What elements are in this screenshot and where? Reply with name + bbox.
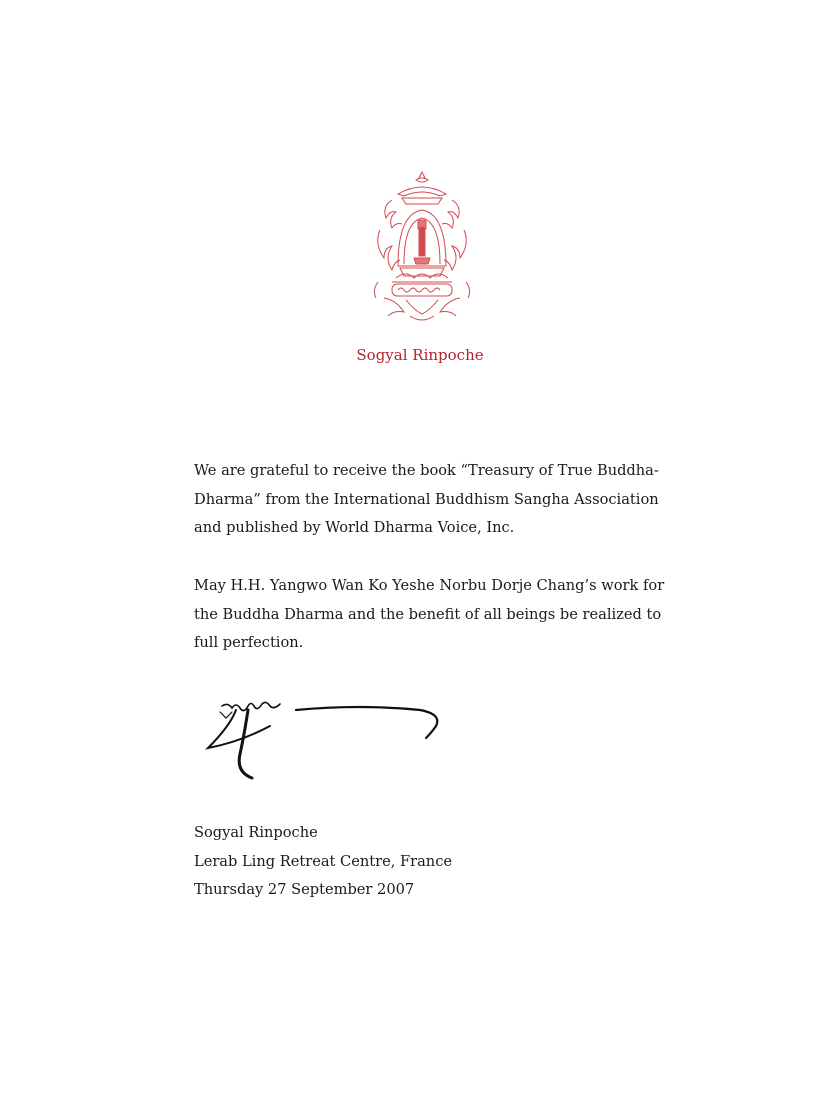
letter-paragraph-1: We are grateful to receive the book “Treasury of True Buddha-Dharma” from the International Buddhism Sangha Association and published by World Dharma Voice, Inc. <box>194 462 659 536</box>
closing-date: Thursday 27 September 2007 <box>194 881 415 898</box>
handwritten-signature <box>200 696 445 784</box>
closing-location: Lerab Ling Retreat Centre, France <box>194 852 452 870</box>
letter-paragraph-2: May H.H. Yangwo Wan Ko Yeshe Norbu Dorje Chang’s work for the Buddha Dharma and the benefit of all beings be realized to full perfection. <box>194 577 665 651</box>
closing-block <box>194 819 452 905</box>
closing-name: Sogyal Rinpoche <box>194 824 318 841</box>
emblem-seal-icon <box>370 170 474 328</box>
letterhead-name: Sogyal Rinpoche <box>356 346 484 364</box>
